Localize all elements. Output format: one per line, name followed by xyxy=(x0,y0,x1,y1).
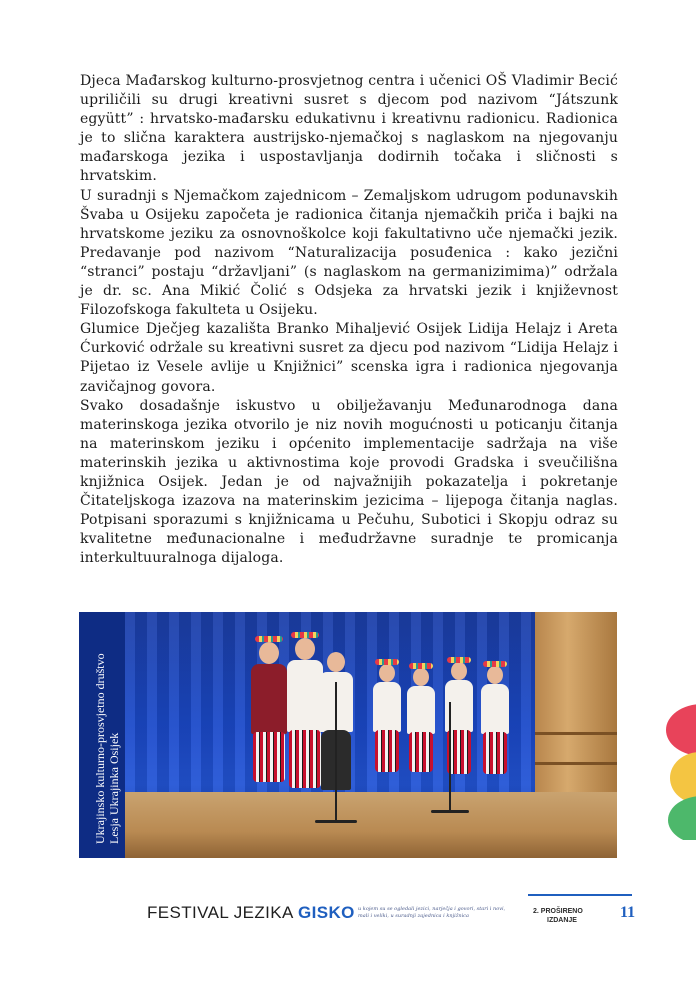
paragraph: U suradnji s Njemačkom zajednicom – Zemaljskom udrugom podunavskih Švaba u Osijeku započeta je radionica čitanja njemačkih priča i bajki na hrvatskome jeziku za osnovnoškolce koji fakultativno uče njemački jezik. Predavanje pod nazivom “Naturalizacija posuđenica : kako jezični “stranci” postaju “državljani” (s naglaskom na germanizimima)” održala je dr. sc. Ana Mikić Čolić s Odsjeka za hrvatski jezik i književnost Filozofskoga fakulteta u Osijeku. xyxy=(80,187,618,319)
flower-wreath xyxy=(483,661,507,667)
performer-skirt xyxy=(483,732,507,774)
performer-costume xyxy=(373,682,401,732)
performer-costume xyxy=(481,684,509,734)
festival-title xyxy=(147,903,355,923)
performer-head xyxy=(327,652,345,672)
flower-wreath xyxy=(447,657,471,663)
edition-line: IZDANJE xyxy=(547,917,577,924)
flower-wreath xyxy=(255,636,283,642)
stage-rail xyxy=(535,732,617,735)
wood-panel xyxy=(535,612,617,798)
performer-costume xyxy=(251,664,287,734)
paragraph: Glumice Dječjeg kazališta Branko Mihaljević Osijek Lidija Helajz i Areta Ćurković održale su kreativni susret za djecu pod nazivom “Lidija Helajz i Pijetao iz Vesele avlije u Knjižnici” scenska igra i radionica njegovanja zavičajnog govora. xyxy=(80,321,618,395)
performer-head xyxy=(295,638,315,660)
microphone-stand xyxy=(335,682,337,822)
festival-title-accent: GISKO xyxy=(297,903,355,922)
paragraph: Djeca Mađarskog kulturno-prosvjetnog centra i učenici OŠ Vladimir Becić upriličili su drugi kreativni susret s djecom pod nazivom “Játszunk együtt” : hrvatsko-mađarsku edukativnu i kreativnu radionicu. Radionica je to slična karaktera austrijsko-njemačkoj s naglaskom na njegovanju mađarskoga jezika i uspostavljanja dodirnih točaka i sličnosti s hrvatskim. xyxy=(80,73,618,185)
performer-costume xyxy=(407,686,435,734)
stage-floor xyxy=(79,792,617,858)
microphone-stand xyxy=(449,702,451,812)
performer-head xyxy=(259,642,279,664)
flower-wreath xyxy=(375,659,399,665)
festival-tagline: u kojem su se ogledali jezici, narječja i govori, stari i novi, mali i veliki, u suradnji zajednica i knjižnica xyxy=(358,906,506,919)
microphone-base xyxy=(431,810,469,813)
performer-skirt xyxy=(375,730,399,772)
page-number: 11 xyxy=(620,904,636,921)
festival-title-main: FESTIVAL JEZIKA xyxy=(147,903,298,922)
performer-head xyxy=(487,666,503,684)
paragraph: Svako dosadašnje iskustvo u obilježavanju Međunarodnoga dana materinskoga jezika otvorilo je niz novih mogućnosti u poticanju čitanja na materinskom jeziku i općenito implementacije sadržaja na više materinskih jezika u aktivnostima koje provodi Gradska i sveučilišna knjižnica Osijek. Jedan je od najvažnijih pokazatelja i pokretanje Čitateljskoga izazova na materinskim jezicima – lijepoga čitanja naglas. Potpisani sporazumi s knjižnicama u Pečuhu, Subotici i Skopju odraz su kvalitetne međunacionalne i međudržavne suradnje te promicanja interkultuuralnoga dijaloga. xyxy=(80,397,618,567)
performer-skirt xyxy=(409,732,433,772)
flower-wreath xyxy=(409,663,433,669)
performer-head xyxy=(379,664,395,682)
stage-rail xyxy=(535,762,617,765)
edition-label xyxy=(533,907,603,925)
performance-photo xyxy=(79,612,617,858)
performer-skirt xyxy=(289,730,321,788)
decorative-shape xyxy=(656,700,696,840)
performer-skirt xyxy=(253,732,285,782)
performer-head xyxy=(451,662,467,680)
flower-wreath xyxy=(291,632,319,638)
article-body xyxy=(80,72,618,568)
edition-line: 2. PROŠIRENO xyxy=(533,908,583,915)
footer-divider xyxy=(528,894,632,896)
photo-caption xyxy=(93,624,121,844)
microphone-base xyxy=(315,820,357,823)
caption-line: Lesja Ukrajinka Osijek xyxy=(107,732,121,844)
performer-head xyxy=(413,668,429,686)
decorative-swirl-icon xyxy=(656,700,696,840)
performer-costume xyxy=(287,660,323,732)
caption-line: Ukrajinsko kulturno-prosvjetno društvo xyxy=(93,653,107,844)
